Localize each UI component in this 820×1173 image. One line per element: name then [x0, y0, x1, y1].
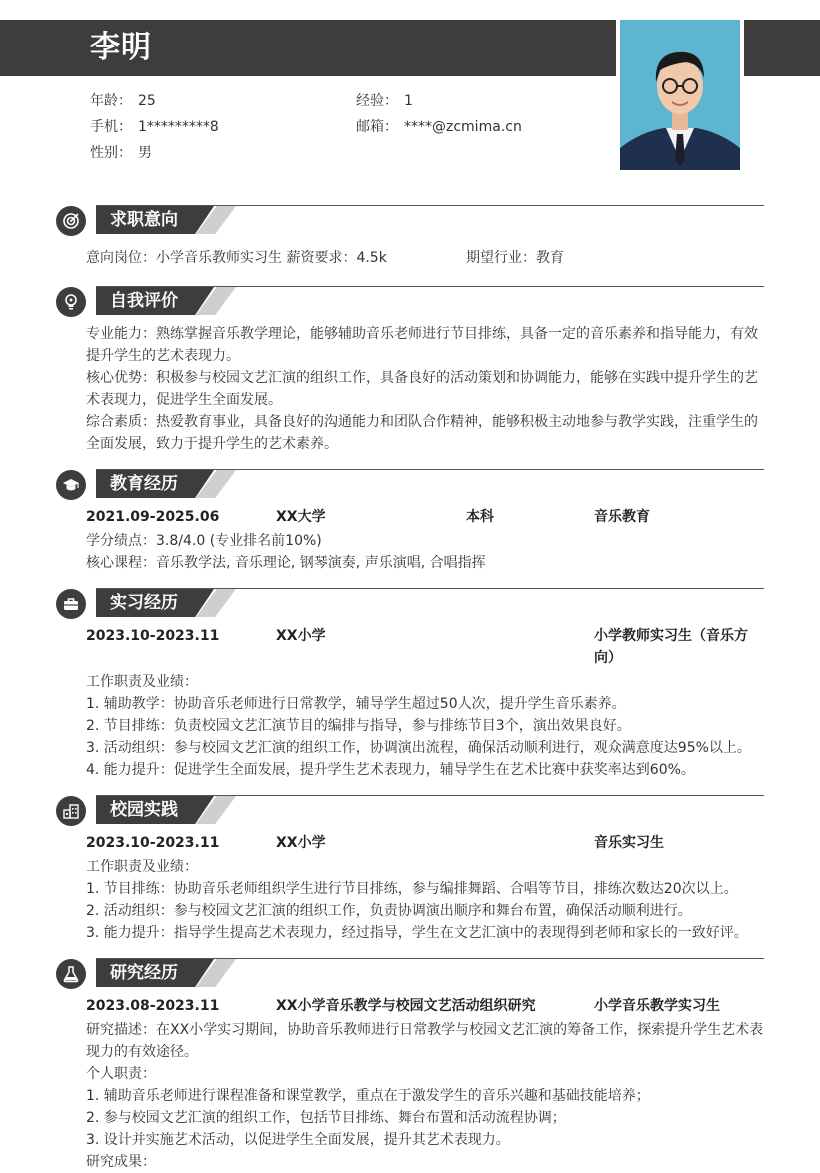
list-item: 3. 设计并实施艺术活动，以促进学生全面发展，提升其艺术表现力。 — [86, 1132, 510, 1148]
list-item: 1. 辅助教学：协助音乐老师进行日常教学，辅导学生超过50人次，提升学生音乐素养。 — [86, 696, 626, 712]
education-gpa: 学分绩点：3.8/4.0 (专业排名前10%) — [86, 533, 322, 549]
list-item: 3. 能力提升：指导学生提高艺术表现力，经过指导，学生在文艺汇演中的表现得到老师和家长的一致好评。 — [86, 925, 748, 941]
text-line: 全面发展，致力于提升学生的艺术素养。 — [86, 436, 338, 452]
section-header-objective — [96, 206, 236, 234]
list-item: 3. 活动组织：参与校园文艺汇演的组织工作，协调演出流程，确保活动顺利进行，观众满意度达95%以上。 — [86, 740, 751, 756]
experience-field — [356, 91, 413, 111]
section-title: 教育经历 — [110, 474, 178, 494]
section-title: 求职意向 — [110, 210, 178, 230]
list-item: 1. 辅助音乐老师进行课程准备和课堂教学，重点在于激发学生的音乐兴趣和基础技能培养； — [86, 1088, 650, 1104]
education-courses: 核心课程：音乐教学法, 音乐理论, 钢琴演奏, 声乐演唱, 合唱指挥 — [86, 555, 486, 571]
text-line: 专业能力：熟练掌握音乐教学理论，能够辅助音乐老师进行节目排练，具备一定的音乐素养和指导能力，有效 — [86, 326, 758, 342]
research-role: 小学音乐教学实习生 — [594, 998, 720, 1014]
campus-details — [86, 856, 766, 944]
section-header-campus-practice — [96, 796, 236, 824]
research-result-lead: 研究成果： — [86, 1154, 156, 1170]
section-title: 实习经历 — [110, 593, 178, 613]
internship-details — [86, 671, 766, 781]
education-school: XX大学 — [276, 509, 326, 525]
section-header-internship — [96, 589, 236, 617]
text-line: 核心优势：积极参与校园文艺汇演的组织工作，具备良好的活动策划和协调能力，能够在实践中提升学生的艺 — [86, 370, 758, 386]
text-line: 研究描述：在XX小学实习期间，协助音乐教师进行日常教学与校园文艺汇演的筹备工作，探索提升学生艺术表 — [86, 1022, 764, 1038]
building-icon — [56, 796, 86, 826]
campus-role: 音乐实习生 — [594, 835, 664, 851]
objective-industry: 期望行业：教育 — [466, 250, 564, 266]
list-item: 4. 能力提升：促进学生全面发展，提升学生艺术表现力，辅导学生在艺术比赛中获奖率达到60%。 — [86, 762, 695, 778]
campus-date: 2023.10-2023.11 — [86, 835, 220, 851]
list-item: 1. 节目排练：协助音乐老师组织学生进行节目排练，参与编排舞蹈、合唱等节目，排练次数达20次以上。 — [86, 881, 738, 897]
research-duty-lead: 个人职责： — [86, 1066, 156, 1082]
list-item: 2. 节目排练：负责校园文艺汇演节目的编排与指导，参与排练节目3个，演出效果良好。 — [86, 718, 631, 734]
research-date: 2023.08-2023.11 — [86, 998, 220, 1014]
phone-label: 手机： — [90, 119, 132, 135]
header-bar-right — [744, 20, 820, 76]
education-details — [86, 530, 766, 574]
list-item: 2. 活动组织：参与校园文艺汇演的组织工作，负责协调演出顺序和舞台布置，确保活动顺利进行。 — [86, 903, 692, 919]
phone-value: 1*********8 — [138, 119, 219, 135]
campus-lead: 工作职责及业绩： — [86, 859, 198, 875]
graduation-cap-icon — [56, 470, 86, 500]
section-title: 自我评价 — [110, 291, 178, 311]
research-project: XX小学音乐教学与校园文艺活动组织研究 — [276, 998, 536, 1014]
flask-icon — [56, 959, 86, 989]
section-title: 研究经历 — [110, 963, 178, 983]
section-title: 校园实践 — [110, 800, 178, 820]
gender-value: 男 — [138, 145, 152, 161]
target-icon — [56, 206, 86, 236]
section-header-education — [96, 470, 236, 498]
education-date: 2021.09-2025.06 — [86, 509, 220, 525]
text-line: 提升学生的艺术表现力。 — [86, 348, 240, 364]
list-item: 2. 参与校园文艺汇演的组织工作，包括节目排练、舞台布置和活动流程协调； — [86, 1110, 566, 1126]
campus-org: XX小学 — [276, 835, 326, 851]
research-details — [86, 1019, 766, 1173]
age-field — [90, 91, 156, 111]
email-field — [356, 117, 522, 137]
objective-position: 意向岗位：小学音乐教师实习生 薪资要求：4.5k — [86, 250, 387, 266]
text-line: 综合素质：热爱教育事业，具备良好的沟通能力和团队合作精神，能够积极主动地参与教学实践，注重学生的 — [86, 414, 758, 430]
internship-date: 2023.10-2023.11 — [86, 628, 220, 644]
lightbulb-icon — [56, 287, 86, 317]
section-header-self-evaluation — [96, 287, 236, 315]
email-label: 邮箱： — [356, 119, 398, 135]
experience-value: 1 — [404, 93, 413, 109]
email-value: ****@zcmima.cn — [404, 119, 522, 135]
section-header-research — [96, 959, 236, 987]
education-degree: 本科 — [466, 509, 494, 525]
internship-role: 小学教师实习生（音乐方向） — [594, 628, 748, 666]
gender-label: 性别： — [90, 145, 132, 161]
text-line: 术表现力，促进学生全面发展。 — [86, 392, 282, 408]
internship-org: XX小学 — [276, 628, 326, 644]
self-evaluation-text — [86, 323, 766, 455]
gender-field — [90, 143, 152, 163]
age-value: 25 — [138, 93, 156, 109]
profile-photo — [620, 20, 740, 170]
age-label: 年龄： — [90, 93, 132, 109]
education-major: 音乐教育 — [594, 509, 650, 525]
internship-row — [86, 625, 766, 669]
experience-label: 经验： — [356, 93, 398, 109]
internship-lead: 工作职责及业绩： — [86, 674, 198, 690]
candidate-name: 李明 — [90, 30, 152, 65]
phone-field — [90, 117, 219, 137]
text-line: 现力的有效途径。 — [86, 1044, 198, 1060]
briefcase-icon — [56, 589, 86, 619]
